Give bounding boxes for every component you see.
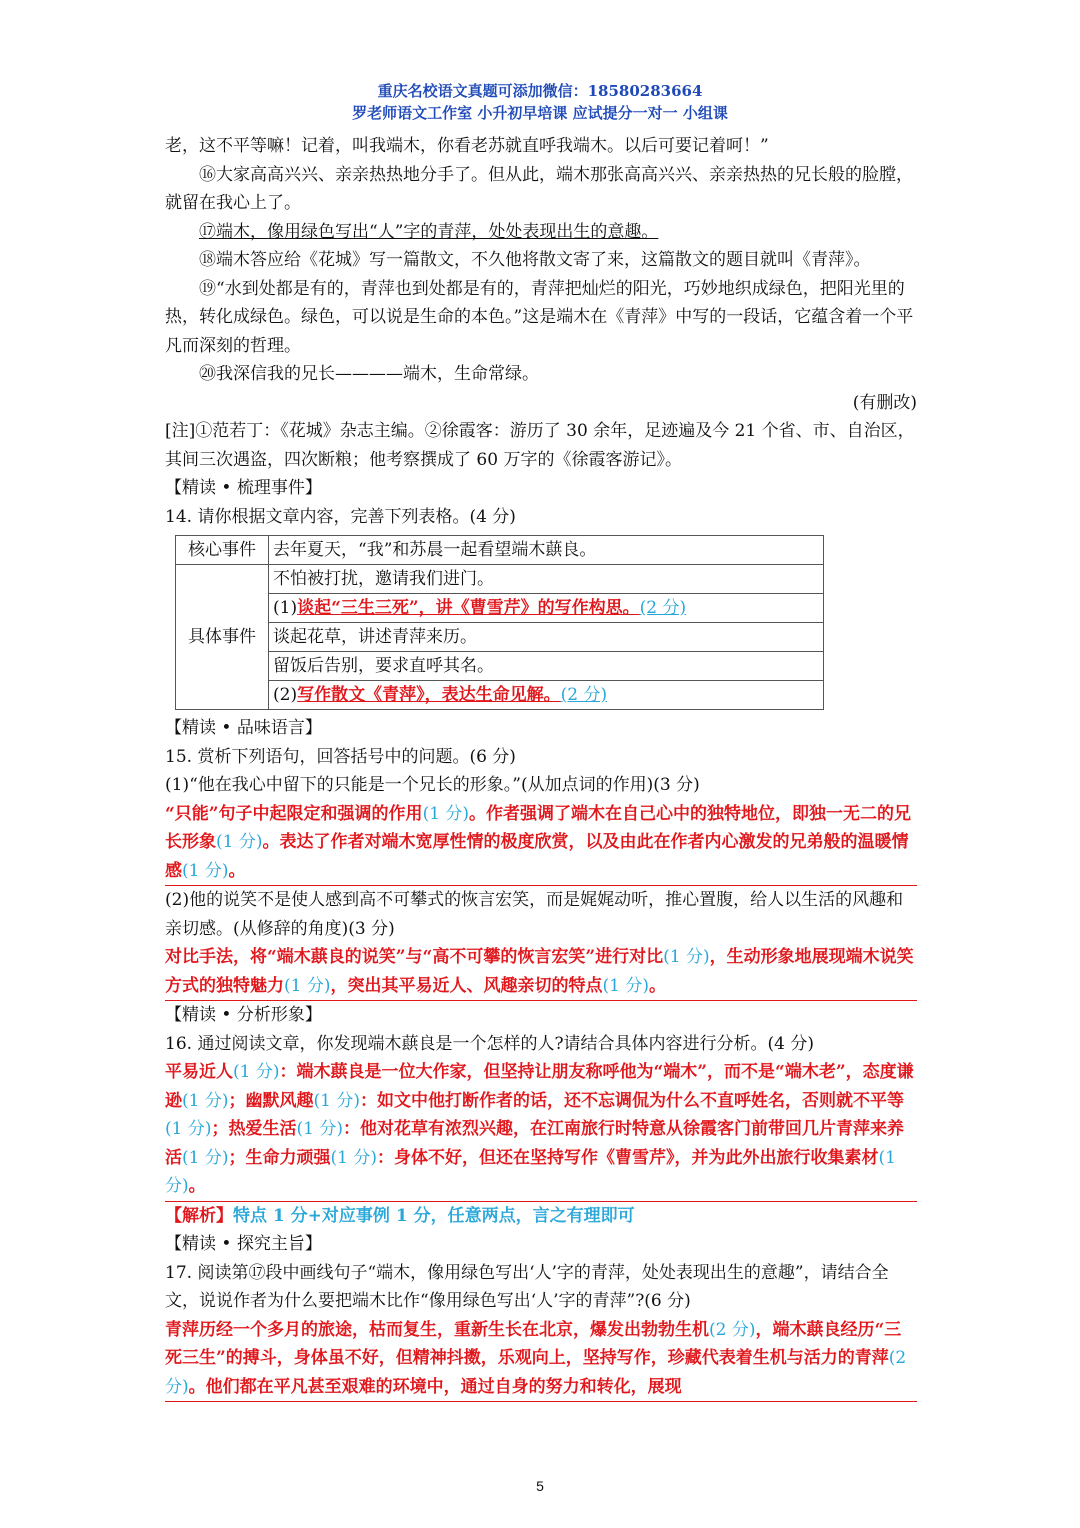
analysis-16 <box>165 1202 917 1231</box>
specific-event-4: 留饭后告别，要求直呼其名。 <box>269 652 824 681</box>
answer-text: ：他对花草有浓烈兴趣，在江南旅行时特意从徐霞客门前带回几片青萍来养活 <box>165 1119 904 1168</box>
header-line-1: 重庆名校语文真题可添加微信：18580283664 <box>377 82 703 100</box>
answer-text: ：如文中他打断作者的话，还不忘调侃为什么不直呼姓名，否则就不平等 <box>359 1090 904 1111</box>
paragraph-continuation: 老，这不平等嘛！记着，叫我端木，你看老苏就直呼我端木。以后可要记着呵！” <box>165 136 769 156</box>
document-body <box>165 132 917 1402</box>
blank-number: (1) <box>273 598 298 618</box>
table-row <box>176 623 824 652</box>
answer-15-2 <box>165 943 917 1001</box>
header-line-2: 罗老师语文工作室 小升初早培课 应试提分一对一 小组课 <box>352 104 728 122</box>
answer-text: 谈起“三生三死”，讲《曹雪芹》的写作构思。 <box>297 598 640 618</box>
score-tag: (1 分) <box>182 1090 229 1111</box>
page-number: 5 <box>536 1478 544 1494</box>
table-row <box>176 565 824 594</box>
score-tag: (1 分) <box>296 1119 343 1139</box>
answer-text: 。作者强调了端木在自己心中的独特地位，即独一无二的兄长形象 <box>165 803 912 852</box>
score-tag: (1 分) <box>182 860 229 881</box>
question-15-sub-1: (1)“他在我心中留下的只能是一个兄长的形象。”(从加点词的作用)(3 分) <box>165 775 700 795</box>
score-tag: (1 分) <box>233 1062 280 1082</box>
question-15-sub-2: (2)他的说笑不是使人感到高不可攀式的恢言宏笑，而是娓娓动听，推心置腹，给人以生活的风趣和亲切感。(从修辞的角度)(3 分) <box>165 890 904 939</box>
specific-event-5 <box>269 681 824 710</box>
blank-number: (2) <box>273 685 298 705</box>
answer-text: 。 <box>188 1176 206 1196</box>
core-event-label: 核心事件 <box>176 536 269 565</box>
score-tag: (2 分) <box>165 1348 907 1397</box>
answer-text: 对比手法，将“端木蕻良的说笑”与“高不可攀的恢言宏笑”进行对比 <box>165 947 664 967</box>
table-row <box>176 536 824 565</box>
table-row <box>176 652 824 681</box>
paragraph-19: ⑲“水到处都是有的，青萍也到处都是有的，青萍把灿烂的阳光，巧妙地织成绿色，把阳光里的热，转化成绿色。绿色，可以说是生命的本色。”这是端木在《青萍》中写的一段话，它蕴含着一个平凡而深刻的哲理。 <box>165 278 914 356</box>
underlined-sentence: ⑰端木，像用绿色写出“人”字的青萍，处处表现出生的意趣。 <box>199 221 659 242</box>
answer-text: ，端木蕻良经历“三死三生”的搏斗，身体虽不好，但精神抖擞，乐观向上，坚持写作，珍藏代表着生机与活力的青萍 <box>165 1319 902 1368</box>
analysis-text: 特点 1 分+对应事例 1 分，任意两点，言之有理即可 <box>233 1205 635 1226</box>
answer-text: 。表达了作者对端木宽厚性情的极度欣赏，以及由此在作者内心激发的兄弟般的温暖情感 <box>165 832 909 881</box>
answer-text: 平易近人 <box>165 1062 233 1082</box>
answer-17 <box>165 1316 917 1403</box>
answer-text: 。他们都在平凡甚至艰难的环境中，通过自身的努力和转化，展现 <box>188 1376 682 1397</box>
events-table <box>175 535 824 710</box>
score-tag: (1 分) <box>313 1090 360 1111</box>
question-15-prompt: 15. 赏析下列语句，回答括号中的问题。(6 分) <box>165 746 516 767</box>
answer-text: ，突出其平易近人、风趣亲切的特点 <box>330 975 603 996</box>
answer-text: 写作散文《青萍》，表达生命见解。 <box>297 685 561 705</box>
question-17-prompt: 17. 阅读第⑰段中画线句子“端木，像用绿色写出‘人’字的青萍，处处表现出生的意趣”，请结合全文，说说作者为什么要把端木比作“像用绿色写出‘人’字的青萍”?(6 分) <box>165 1262 889 1311</box>
paragraph-18: ⑱端木答应给《花城》写一篇散文，不久他将散文寄了来，这篇散文的题目就叫《青萍》。 <box>199 250 871 270</box>
section-heading-language: 【精读 • 品味语言】 <box>165 718 322 738</box>
answer-text: ；生命力顽强 <box>228 1147 331 1168</box>
score-tag: (1 分) <box>284 975 331 996</box>
score-tag: (1 分) <box>422 803 470 824</box>
score-tag: (1 分) <box>165 1147 896 1196</box>
question-14-prompt: 14. 请你根据文章内容，完善下列表格。(4 分) <box>165 506 516 527</box>
section-heading-events: 【精读 • 梳理事件】 <box>165 478 322 498</box>
paragraph-16: ⑯大家高高兴兴、亲亲热热地分手了。但从此，端木那张高高兴兴、亲亲热热的兄长般的脸膛，就留在我心上了。 <box>165 164 913 213</box>
answer-text: 。 <box>648 975 666 996</box>
table-row <box>176 681 824 710</box>
table-row <box>176 594 824 623</box>
paragraph-17 <box>165 218 917 247</box>
answer-text: ：身体不好，但还在坚持写作《曹雪芹》，并为此外出旅行收集素材 <box>376 1147 879 1168</box>
paragraph-20: ⑳我深信我的兄长————端木，生命常绿。 <box>199 364 539 384</box>
answer-text: ；热爱生活 <box>211 1119 297 1139</box>
score-tag: (1 分) <box>182 1147 229 1168</box>
section-heading-theme: 【精读 • 探究主旨】 <box>165 1234 322 1254</box>
answer-text: 青萍历经一个多月的旅途，枯而复生，重新生长在北京，爆发出勃勃生机 <box>165 1319 709 1340</box>
footnote: [注]①范若丁：《花城》杂志主编。②徐霞客：游历了 30 余年，足迹遍及今 21 个省、市、自治区，其间三次遇盗，四次断粮；他考察撰成了 60 万字的《徐霞客游记》。 <box>165 421 915 470</box>
edit-note: (有删改) <box>852 392 917 413</box>
score-tag: (2 分) <box>639 598 687 618</box>
score-tag: (1 分) <box>663 947 710 967</box>
section-heading-character: 【精读 • 分析形象】 <box>165 1005 322 1025</box>
question-16-prompt: 16. 通过阅读文章，你发现端木蕻良是一个怎样的人?请结合具体内容进行分析。(4 分) <box>165 1033 815 1054</box>
answer-16 <box>165 1058 917 1202</box>
core-event-text: 去年夏天，“我”和苏晨一起看望端木蕻良。 <box>269 536 824 565</box>
specific-event-2 <box>269 594 824 623</box>
specific-event-3: 谈起花草，讲述青萍来历。 <box>269 623 824 652</box>
specific-event-1: 不怕被打扰，邀请我们进门。 <box>269 565 824 594</box>
score-tag: (1 分) <box>216 832 263 852</box>
page-header <box>0 80 1080 124</box>
analysis-label: 【解析】 <box>165 1205 233 1226</box>
answer-text: ，生动形象地展现端木说笑方式的独特魅力 <box>165 947 914 996</box>
score-tag: (2 分) <box>560 685 608 705</box>
score-tag: (1 分) <box>330 1147 377 1168</box>
answer-15-1 <box>165 800 917 887</box>
score-tag: (2 分) <box>709 1319 756 1340</box>
answer-text: “只能”句子中起限定和强调的作用 <box>165 803 423 824</box>
specific-event-label: 具体事件 <box>176 565 269 710</box>
score-tag: (1 分) <box>602 975 649 996</box>
answer-text: ：端木蕻良是一位大作家，但坚持让朋友称呼他为“端木”，而不是“端木老”，态度谦逊 <box>165 1062 914 1111</box>
answer-text: 。 <box>228 860 246 881</box>
answer-text: ；幽默风趣 <box>228 1090 314 1111</box>
score-tag: (1 分) <box>165 1119 212 1139</box>
